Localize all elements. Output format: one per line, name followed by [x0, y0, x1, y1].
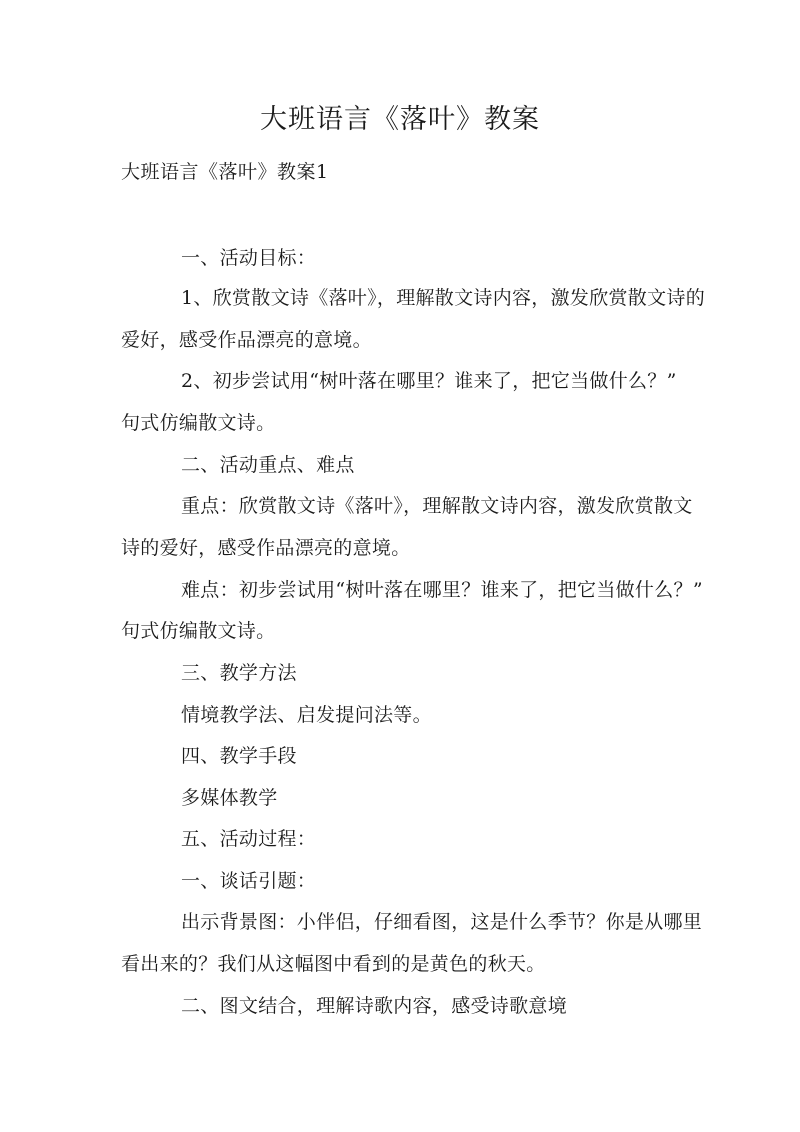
paragraph-line: 诗的爱好，感受作品漂亮的意境。 [121, 537, 411, 559]
paragraph-line: 情境教学法、启发提问法等。 [181, 704, 432, 726]
heading-activity-process: 五、活动过程： [181, 828, 317, 850]
paragraph-line: 句式仿编散文诗。 [121, 620, 276, 642]
section-heading: 大班语言《落叶》教案1 [121, 161, 329, 183]
page-title: 大班语言《落叶》教案 [260, 104, 540, 135]
paragraph-line: 多媒体教学 [181, 787, 278, 809]
paragraph-line: 难点：初步尝试用“树叶落在哪里？谁来了，把它当做什么？” [181, 579, 703, 601]
heading-introduction: 一、谈话引题： [181, 870, 317, 892]
paragraph-line: 1、欣赏散文诗《落叶》，理解散文诗内容，激发欣赏散文诗的 [181, 287, 705, 309]
paragraph-line: 看出来的？我们从这幅图中看到的是黄色的秋天。 [121, 953, 546, 975]
paragraph-line: 重点：欣赏散文诗《落叶》，理解散文诗内容，激发欣赏散文 [181, 495, 693, 517]
heading-activity-goals: 一、活动目标： [181, 247, 317, 269]
heading-teaching-methods: 三、教学方法 [181, 662, 297, 684]
paragraph-line: 2、初步尝试用“树叶落在哪里？谁来了，把它当做什么？” [181, 370, 677, 392]
paragraph-line: 句式仿编散文诗。 [121, 412, 276, 434]
heading-picture-text: 二、图文结合，理解诗歌内容，感受诗歌意境 [181, 995, 568, 1017]
paragraph-line: 出示背景图：小伴侣，仔细看图，这是什么季节？你是从哪里 [181, 911, 703, 933]
heading-teaching-means: 四、教学手段 [181, 745, 297, 767]
paragraph-line: 爱好，感受作品漂亮的意境。 [121, 329, 372, 351]
heading-key-points: 二、活动重点、难点 [181, 454, 355, 476]
